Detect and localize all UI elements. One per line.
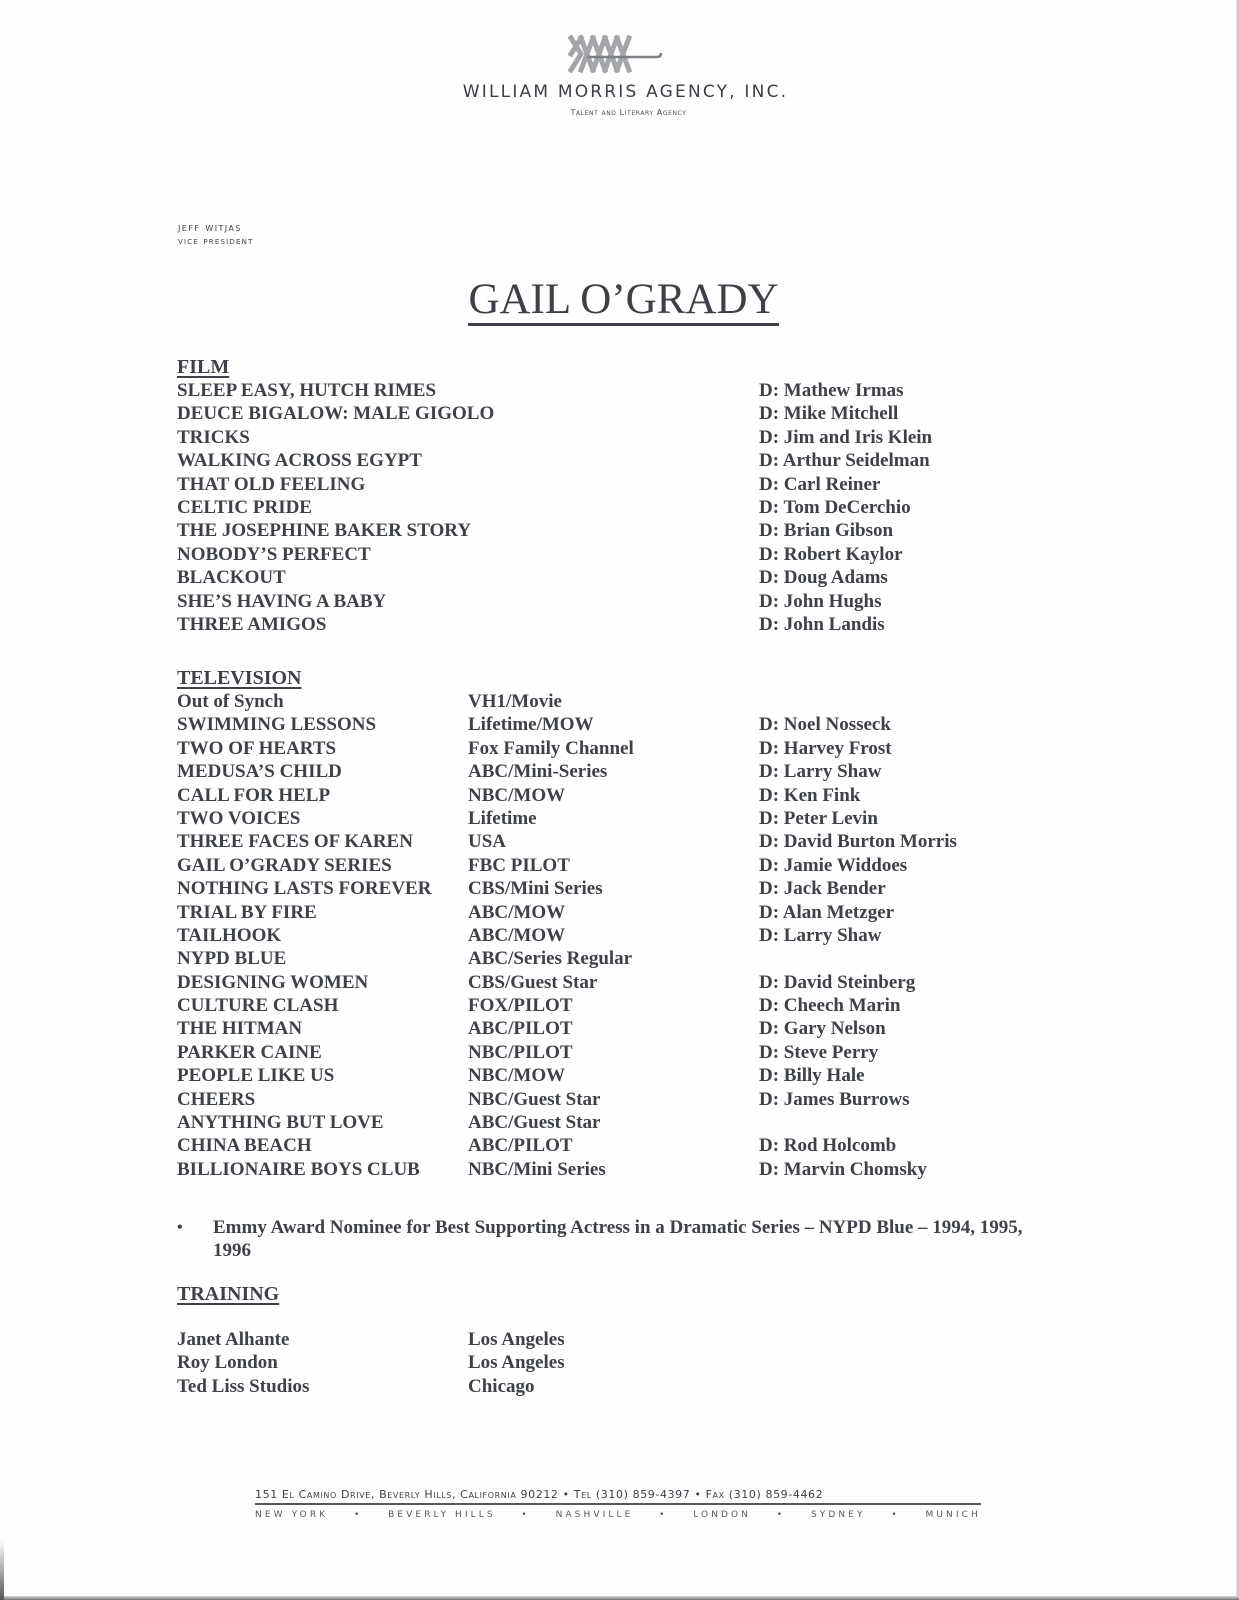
film-title: WALKING ACROSS EGYPT [177, 450, 422, 472]
separator-dot: • [776, 1510, 786, 1520]
office-city: NEW YORK [255, 1510, 329, 1520]
film-director: D: Brian Gibson [759, 520, 894, 542]
film-director: D: Mike Mitchell [759, 403, 899, 425]
television-title: GAIL O’GRADY SERIES [177, 854, 392, 876]
film-director: D: Doug Adams [759, 567, 888, 589]
television-title: TWO OF HEARTS [177, 737, 337, 759]
agency-name: WILLIAM MORRIS AGENCY, INC. [462, 82, 789, 102]
television-director: D: Cheech Marin [759, 995, 901, 1017]
television-row [177, 924, 882, 947]
television-director: D: Gary Nelson [759, 1018, 886, 1040]
page-title [0, 275, 1239, 326]
separator-dot: • [891, 1510, 900, 1520]
training-row [177, 1328, 565, 1351]
television-row [177, 713, 891, 736]
film-row [177, 473, 881, 496]
television-network: ABC/Series Regular [468, 948, 633, 970]
television-row [177, 1111, 601, 1134]
film-director: D: Carl Reiner [759, 473, 881, 495]
television-network: CBS/Mini Series [468, 878, 603, 900]
television-director: D: Steve Perry [759, 1041, 879, 1063]
television-section [177, 666, 957, 1181]
television-title: Out of Synch [177, 691, 284, 712]
television-row [177, 1017, 886, 1040]
separator-dot: • [353, 1510, 363, 1520]
television-director: D: James Burrows [759, 1088, 910, 1110]
office-city: NASHVILLE [555, 1510, 634, 1520]
television-network: NBC/MOW [468, 784, 566, 806]
television-director: D: Noel Nosseck [759, 714, 891, 736]
television-network: ABC/Guest Star [468, 1112, 601, 1134]
training-location: Los Angeles [468, 1329, 565, 1350]
television-director: D: Jamie Widdoes [759, 854, 908, 876]
agency-tagline: Talent and Literary Agency [570, 108, 687, 117]
television-title: BILLIONAIRE BOYS CLUB [177, 1158, 420, 1180]
scan-edge [0, 1596, 1239, 1600]
film-director: D: Tom DeCerchio [759, 496, 911, 518]
television-row [177, 1041, 879, 1064]
television-director: D: David Steinberg [759, 971, 916, 993]
training-heading: TRAINING [177, 1283, 280, 1305]
television-title: TRIAL BY FIRE [177, 901, 317, 923]
television-director: D: Peter Levin [759, 807, 878, 829]
film-row [177, 449, 930, 472]
film-title: TRICKS [177, 426, 250, 448]
television-row [177, 690, 562, 713]
television-director: D: Billy Hale [759, 1065, 865, 1087]
television-title: CHINA BEACH [177, 1135, 312, 1157]
film-heading: FILM [177, 356, 230, 378]
film-row [177, 496, 911, 519]
footer-office-cities [255, 1510, 981, 1520]
training-teacher: Janet Alhante [177, 1329, 290, 1350]
film-director: D: Jim and Iris Klein [759, 426, 933, 448]
television-network: NBC/MOW [468, 1065, 566, 1087]
film-title: THREE AMIGOS [177, 613, 327, 635]
television-heading: TELEVISION [177, 667, 302, 689]
television-title: NYPD BLUE [177, 948, 287, 970]
film-director: D: Arthur Seidelman [759, 450, 930, 472]
footer-address: 151 El Camino Drive, Beverly Hills, California 90212 • Tel (310) 859-4397 • Fax (310) 859-4462 [255, 1488, 824, 1501]
film-row [177, 590, 882, 613]
film-title: SHE’S HAVING A BABY [177, 590, 387, 612]
television-title: THREE FACES OF KAREN [177, 831, 413, 853]
film-row [177, 402, 899, 425]
television-row [177, 971, 916, 994]
television-network: FBC PILOT [468, 854, 570, 876]
television-director: D: Larry Shaw [759, 924, 882, 946]
television-network: Fox Family Channel [468, 737, 634, 759]
television-network: ABC/PILOT [468, 1135, 573, 1157]
page-title-text: GAIL O’GRADY [468, 279, 778, 326]
television-row [177, 807, 878, 830]
separator-dot: • [659, 1510, 668, 1520]
sender-block [178, 219, 253, 249]
office-city: LONDON [693, 1510, 752, 1520]
bullet-icon: • [177, 1219, 183, 1236]
office-city: BEVERLY HILLS [388, 1510, 496, 1520]
television-title: TWO VOICES [177, 807, 301, 829]
television-director: D: Jack Bender [759, 878, 886, 900]
training-row [177, 1351, 565, 1374]
training-row [177, 1375, 535, 1398]
film-title: SLEEP EASY, HUTCH RIMES [177, 380, 437, 401]
film-director: D: Robert Kaylor [759, 543, 903, 565]
television-director: D: David Burton Morris [759, 831, 957, 853]
television-network: NBC/Mini Series [468, 1158, 606, 1180]
television-title: THE HITMAN [177, 1018, 303, 1040]
television-title: TAILHOOK [177, 924, 282, 946]
sender-name: jeff witjas [178, 220, 242, 234]
television-row [177, 784, 861, 807]
film-title: BLACKOUT [177, 567, 286, 589]
television-title: PEOPLE LIKE US [177, 1065, 335, 1087]
television-title: DESIGNING WOMEN [177, 971, 369, 993]
award-text: Emmy Award Nominee for Best Supporting Actress in a Dramatic Series – NYPD Blue – 1994, 1995, 1996 [213, 1217, 1023, 1262]
television-network: CBS/Guest Star [468, 971, 598, 993]
film-row [177, 566, 888, 589]
television-row [177, 947, 633, 970]
television-row [177, 1158, 927, 1181]
television-network: FOX/PILOT [468, 995, 573, 1017]
training-teacher: Ted Liss Studios [177, 1375, 310, 1397]
film-title: THAT OLD FEELING [177, 473, 366, 495]
television-title: MEDUSA’S CHILD [177, 761, 342, 783]
film-title: THE JOSEPHINE BAKER STORY [177, 520, 472, 542]
wma-logo-icon [567, 34, 663, 74]
footer-divider [255, 1503, 981, 1505]
television-network: Lifetime/MOW [468, 714, 594, 736]
television-network: NBC/Guest Star [468, 1088, 601, 1110]
television-title: CULTURE CLASH [177, 995, 339, 1017]
television-title: NOTHING LASTS FOREVER [177, 878, 432, 900]
television-director: D: Larry Shaw [759, 761, 882, 783]
television-director: D: Alan Metzger [759, 901, 895, 923]
separator-dot: • [521, 1510, 530, 1520]
training-list [177, 1328, 565, 1398]
television-network: ABC/Mini-Series [468, 761, 608, 783]
film-row [177, 543, 903, 566]
television-director: D: Rod Holcomb [759, 1135, 897, 1157]
film-director: D: Mathew Irmas [759, 380, 904, 401]
office-city: MUNICH [925, 1510, 981, 1520]
television-row [177, 737, 892, 760]
film-director: D: John Landis [759, 613, 885, 635]
television-network: ABC/PILOT [468, 1018, 573, 1040]
television-title: CALL FOR HELP [177, 784, 331, 806]
television-row [177, 877, 886, 900]
television-network: USA [468, 831, 507, 853]
training-teacher: Roy London [177, 1352, 278, 1374]
television-row [177, 760, 882, 783]
training-location: Los Angeles [468, 1352, 565, 1374]
film-director: D: John Hughs [759, 590, 882, 612]
television-row [177, 994, 901, 1017]
television-director: D: Harvey Frost [759, 737, 892, 759]
television-network: Lifetime [468, 807, 537, 829]
television-row [177, 1134, 897, 1157]
television-row [177, 901, 895, 924]
television-director: D: Ken Fink [759, 784, 861, 806]
sender-title: vice president [178, 236, 254, 247]
office-city: SYDNEY [810, 1510, 866, 1520]
television-row [177, 1064, 865, 1087]
film-row [177, 519, 894, 542]
television-title: SWIMMING LESSONS [177, 714, 377, 736]
film-row [177, 426, 933, 449]
television-director: D: Marvin Chomsky [759, 1158, 927, 1180]
training-section [177, 1282, 565, 1398]
television-network: NBC/PILOT [468, 1041, 573, 1063]
television-row [177, 854, 908, 877]
film-title: DEUCE BIGALOW: MALE GIGOLO [177, 403, 495, 425]
television-network: ABC/MOW [468, 924, 566, 946]
television-network: VH1/Movie [468, 691, 562, 712]
film-list [177, 379, 933, 636]
film-section [177, 355, 933, 636]
television-network: ABC/MOW [468, 901, 566, 923]
television-title: PARKER CAINE [177, 1041, 322, 1063]
television-title: CHEERS [177, 1088, 256, 1110]
television-row [177, 830, 957, 853]
film-row [177, 613, 885, 636]
film-title: CELTIC PRIDE [177, 496, 312, 518]
film-title: NOBODY’S PERFECT [177, 543, 371, 565]
television-title: ANYTHING BUT LOVE [177, 1112, 384, 1134]
television-row [177, 1088, 910, 1111]
training-location: Chicago [468, 1375, 535, 1397]
scan-edge [0, 1540, 4, 1600]
film-row [177, 379, 904, 402]
television-list [177, 690, 957, 1181]
